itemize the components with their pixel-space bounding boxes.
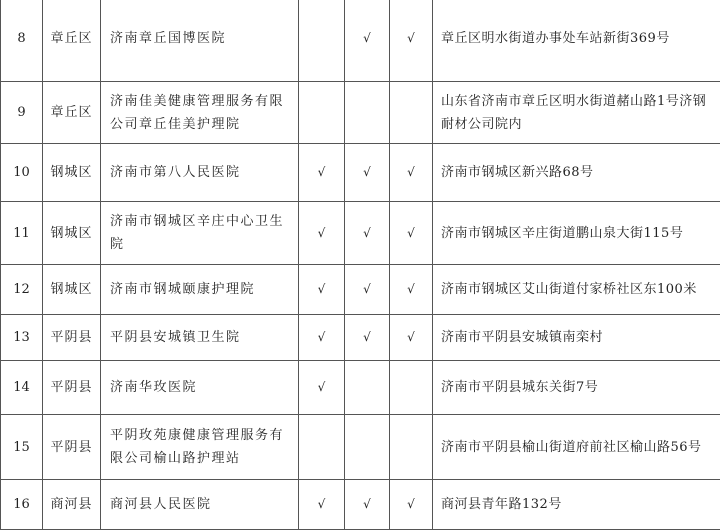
- check-cell-2: [345, 415, 390, 480]
- district-cell: 章丘区: [43, 0, 101, 82]
- check-cell-1: √: [299, 265, 345, 315]
- check-cell-3: [390, 82, 433, 144]
- district-cell: 钢城区: [43, 265, 101, 315]
- institution-name-cell: 济南佳美健康管理服务有限公司章丘佳美护理院: [101, 82, 299, 144]
- check-cell-3: [390, 415, 433, 480]
- table-row: [1, 265, 720, 315]
- district-cell: 商河县: [43, 480, 101, 530]
- institution-name-cell: 济南市第八人民医院: [101, 144, 299, 202]
- check-cell-2: √: [345, 265, 390, 315]
- institution-name-cell: 平阴县安城镇卫生院: [101, 315, 299, 361]
- table-row: [1, 82, 720, 144]
- check-cell-1: √: [299, 202, 345, 265]
- check-cell-2: √: [345, 0, 390, 82]
- table-row: [1, 202, 720, 265]
- address-cell: 章丘区明水街道办事处车站新街369号: [433, 0, 720, 82]
- institution-name-cell: 平阴玫苑康健康管理服务有限公司榆山路护理站: [101, 415, 299, 480]
- check-cell-3: √: [390, 0, 433, 82]
- check-cell-1: √: [299, 144, 345, 202]
- check-cell-2: √: [345, 144, 390, 202]
- check-cell-1: [299, 0, 345, 82]
- check-cell-1: √: [299, 361, 345, 415]
- check-cell-2: √: [345, 202, 390, 265]
- table-row: [1, 144, 720, 202]
- table-row: [1, 480, 720, 530]
- row-number: 12: [1, 265, 43, 315]
- table-row: [1, 415, 720, 480]
- row-number: 13: [1, 315, 43, 361]
- institution-name-cell: 商河县人民医院: [101, 480, 299, 530]
- check-cell-3: √: [390, 202, 433, 265]
- address-cell: 济南市平阴县城东关街7号: [433, 361, 720, 415]
- check-cell-1: [299, 415, 345, 480]
- check-cell-2: [345, 361, 390, 415]
- check-cell-1: √: [299, 480, 345, 530]
- address-cell: 济南市钢城区艾山街道付家桥社区东100米: [433, 265, 720, 315]
- institution-name-cell: 济南华玫医院: [101, 361, 299, 415]
- check-cell-3: √: [390, 144, 433, 202]
- row-number: 9: [1, 82, 43, 144]
- check-cell-3: √: [390, 315, 433, 361]
- institution-name-cell: 济南章丘国博医院: [101, 0, 299, 82]
- check-cell-2: √: [345, 315, 390, 361]
- row-number: 16: [1, 480, 43, 530]
- address-cell: 济南市平阴县榆山街道府前社区榆山路56号: [433, 415, 720, 480]
- address-cell: 济南市平阴县安城镇南栾村: [433, 315, 720, 361]
- table-row: [1, 0, 720, 82]
- table-row: [1, 361, 720, 415]
- district-cell: 平阴县: [43, 415, 101, 480]
- address-cell: 山东省济南市章丘区明水街道赭山路1号济钢耐材公司院内: [433, 82, 720, 144]
- address-cell: 济南市钢城区辛庄街道鹏山泉大街115号: [433, 202, 720, 265]
- institution-name-cell: 济南市钢城区辛庄中心卫生院: [101, 202, 299, 265]
- check-cell-1: √: [299, 315, 345, 361]
- row-number: 11: [1, 202, 43, 265]
- address-cell: 商河县青年路132号: [433, 480, 720, 530]
- row-number: 8: [1, 0, 43, 82]
- district-cell: 平阴县: [43, 315, 101, 361]
- check-cell-3: [390, 361, 433, 415]
- row-number: 10: [1, 144, 43, 202]
- row-number: 15: [1, 415, 43, 480]
- check-cell-3: √: [390, 265, 433, 315]
- check-cell-1: [299, 82, 345, 144]
- district-cell: 章丘区: [43, 82, 101, 144]
- institution-name-cell: 济南市钢城颐康护理院: [101, 265, 299, 315]
- district-cell: 钢城区: [43, 202, 101, 265]
- row-number: 14: [1, 361, 43, 415]
- district-cell: 钢城区: [43, 144, 101, 202]
- check-cell-2: √: [345, 480, 390, 530]
- table-row: [1, 315, 720, 361]
- district-cell: 平阴县: [43, 361, 101, 415]
- check-cell-2: [345, 82, 390, 144]
- check-cell-3: √: [390, 480, 433, 530]
- address-cell: 济南市钢城区新兴路68号: [433, 144, 720, 202]
